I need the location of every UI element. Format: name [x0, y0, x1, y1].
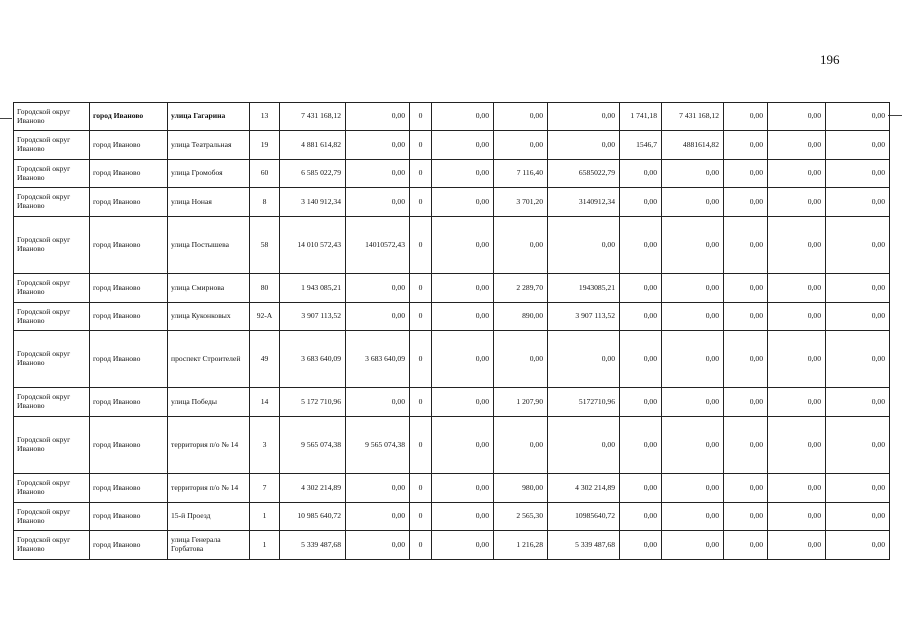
cell-amount-4: 0,00: [494, 417, 548, 474]
cell-amount-10: 0,00: [826, 474, 890, 503]
cell-total-cost: 5 339 487,68: [280, 531, 346, 560]
cell-amount-8: 0,00: [724, 331, 768, 388]
cell-amount-2: 0: [410, 160, 432, 188]
cell-amount-3: 0,00: [432, 103, 494, 131]
cell-amount-6: 0,00: [620, 303, 662, 331]
table-row: [14, 531, 890, 560]
table-row: [14, 217, 890, 274]
cell-municipality: Городской округ Иваново: [14, 188, 90, 217]
cell-amount-7: 0,00: [662, 188, 724, 217]
scan-mark-right: [888, 115, 902, 116]
cell-amount-10: 0,00: [826, 274, 890, 303]
cell-city: город Иваново: [90, 503, 168, 531]
cell-amount-8: 0,00: [724, 388, 768, 417]
cell-amount-3: 0,00: [432, 474, 494, 503]
cell-amount-1: 0,00: [346, 160, 410, 188]
cell-amount-2: 0: [410, 474, 432, 503]
table-row: [14, 274, 890, 303]
cell-street: улица Громобоя: [168, 160, 250, 188]
cell-municipality: Городской округ Иваново: [14, 388, 90, 417]
cell-amount-2: 0: [410, 531, 432, 560]
cell-street: территория п/о № 14: [168, 417, 250, 474]
cell-house-number: 1: [250, 503, 280, 531]
table-row: [14, 331, 890, 388]
cell-amount-2: 0: [410, 417, 432, 474]
cell-amount-1: 0,00: [346, 188, 410, 217]
cell-city: город Иваново: [90, 531, 168, 560]
cell-total-cost: 6 585 022,79: [280, 160, 346, 188]
cell-amount-6: 0,00: [620, 474, 662, 503]
cell-amount-6: 0,00: [620, 274, 662, 303]
cell-city: город Иваново: [90, 131, 168, 160]
cell-amount-8: 0,00: [724, 303, 768, 331]
cell-amount-10: 0,00: [826, 131, 890, 160]
cell-amount-3: 0,00: [432, 188, 494, 217]
cell-amount-2: 0: [410, 188, 432, 217]
cell-amount-9: 0,00: [768, 131, 826, 160]
cell-house-number: 3: [250, 417, 280, 474]
cell-amount-5: 5172710,96: [548, 388, 620, 417]
cell-house-number: 60: [250, 160, 280, 188]
cell-amount-7: 0,00: [662, 160, 724, 188]
cell-house-number: 19: [250, 131, 280, 160]
table-row: [14, 131, 890, 160]
cell-amount-1: 0,00: [346, 274, 410, 303]
cell-amount-5: 0,00: [548, 217, 620, 274]
cell-street: территория п/о № 14: [168, 474, 250, 503]
cell-street: улица Ноная: [168, 188, 250, 217]
cell-amount-10: 0,00: [826, 417, 890, 474]
cell-amount-5: 0,00: [548, 103, 620, 131]
cell-amount-4: 7 116,40: [494, 160, 548, 188]
cell-municipality: Городской округ Иваново: [14, 503, 90, 531]
cell-amount-6: 0,00: [620, 531, 662, 560]
cell-amount-3: 0,00: [432, 274, 494, 303]
cell-amount-5: 6585022,79: [548, 160, 620, 188]
table-row: [14, 388, 890, 417]
table-row: [14, 303, 890, 331]
cell-amount-9: 0,00: [768, 188, 826, 217]
cell-amount-8: 0,00: [724, 417, 768, 474]
cell-amount-4: 0,00: [494, 331, 548, 388]
cell-amount-9: 0,00: [768, 160, 826, 188]
cell-amount-7: 0,00: [662, 503, 724, 531]
cell-amount-1: 0,00: [346, 303, 410, 331]
cell-city: город Иваново: [90, 274, 168, 303]
cell-amount-2: 0: [410, 103, 432, 131]
cell-house-number: 58: [250, 217, 280, 274]
cell-amount-1: 0,00: [346, 103, 410, 131]
cell-city: город Иваново: [90, 217, 168, 274]
cell-total-cost: 9 565 074,38: [280, 417, 346, 474]
cell-house-number: 92-А: [250, 303, 280, 331]
cell-house-number: 13: [250, 103, 280, 131]
cell-total-cost: 3 683 640,09: [280, 331, 346, 388]
cell-street: улица Гагарина: [168, 103, 250, 131]
cell-amount-8: 0,00: [724, 188, 768, 217]
cell-total-cost: 5 172 710,96: [280, 388, 346, 417]
cell-amount-3: 0,00: [432, 503, 494, 531]
cell-amount-3: 0,00: [432, 388, 494, 417]
cell-amount-7: 0,00: [662, 331, 724, 388]
cell-amount-2: 0: [410, 388, 432, 417]
cell-amount-2: 0: [410, 131, 432, 160]
cell-amount-10: 0,00: [826, 188, 890, 217]
cell-amount-3: 0,00: [432, 417, 494, 474]
cell-municipality: Городской округ Иваново: [14, 474, 90, 503]
cell-amount-7: 7 431 168,12: [662, 103, 724, 131]
cell-amount-8: 0,00: [724, 160, 768, 188]
cell-amount-9: 0,00: [768, 303, 826, 331]
cell-amount-5: 5 339 487,68: [548, 531, 620, 560]
cell-amount-5: 0,00: [548, 131, 620, 160]
cell-amount-4: 980,00: [494, 474, 548, 503]
cell-amount-3: 0,00: [432, 331, 494, 388]
cell-municipality: Городской округ Иваново: [14, 217, 90, 274]
cell-amount-3: 0,00: [432, 303, 494, 331]
cell-municipality: Городской округ Иваново: [14, 131, 90, 160]
cell-amount-4: 890,00: [494, 303, 548, 331]
cell-amount-10: 0,00: [826, 531, 890, 560]
cell-amount-6: 1546,7: [620, 131, 662, 160]
cell-amount-6: 0,00: [620, 217, 662, 274]
cell-amount-9: 0,00: [768, 103, 826, 131]
cell-amount-4: 0,00: [494, 103, 548, 131]
cell-total-cost: 4 881 614,82: [280, 131, 346, 160]
cell-amount-6: 0,00: [620, 417, 662, 474]
cell-amount-3: 0,00: [432, 160, 494, 188]
cell-amount-7: 0,00: [662, 303, 724, 331]
cell-street: улица Генерала Горбатова: [168, 531, 250, 560]
cell-amount-8: 0,00: [724, 531, 768, 560]
register-table: [13, 102, 890, 560]
cell-city: город Иваново: [90, 417, 168, 474]
cell-amount-7: 0,00: [662, 274, 724, 303]
cell-amount-1: 3 683 640,09: [346, 331, 410, 388]
cell-amount-4: 1 207,90: [494, 388, 548, 417]
cell-house-number: 49: [250, 331, 280, 388]
cell-amount-3: 0,00: [432, 531, 494, 560]
cell-amount-6: 1 741,18: [620, 103, 662, 131]
cell-amount-10: 0,00: [826, 217, 890, 274]
cell-total-cost: 4 302 214,89: [280, 474, 346, 503]
cell-amount-3: 0,00: [432, 217, 494, 274]
cell-amount-2: 0: [410, 274, 432, 303]
cell-street: проспект Строителей: [168, 331, 250, 388]
cell-amount-5: 10985640,72: [548, 503, 620, 531]
cell-amount-2: 0: [410, 331, 432, 388]
cell-amount-8: 0,00: [724, 217, 768, 274]
cell-amount-4: 0,00: [494, 217, 548, 274]
cell-amount-8: 0,00: [724, 274, 768, 303]
cell-street: улица Постышева: [168, 217, 250, 274]
scan-mark-left: [0, 118, 12, 119]
cell-amount-7: 4881614,82: [662, 131, 724, 160]
cell-amount-9: 0,00: [768, 474, 826, 503]
cell-amount-1: 0,00: [346, 531, 410, 560]
cell-amount-8: 0,00: [724, 503, 768, 531]
cell-total-cost: 10 985 640,72: [280, 503, 346, 531]
cell-municipality: Городской округ Иваново: [14, 274, 90, 303]
cell-amount-7: 0,00: [662, 388, 724, 417]
cell-amount-9: 0,00: [768, 388, 826, 417]
table-row: [14, 417, 890, 474]
cell-total-cost: 1 943 085,21: [280, 274, 346, 303]
cell-city: город Иваново: [90, 188, 168, 217]
cell-amount-5: 3 907 113,52: [548, 303, 620, 331]
cell-municipality: Городской округ Иваново: [14, 103, 90, 131]
cell-amount-5: 1943085,21: [548, 274, 620, 303]
cell-amount-1: 0,00: [346, 388, 410, 417]
cell-total-cost: 14 010 572,43: [280, 217, 346, 274]
cell-amount-5: 3140912,34: [548, 188, 620, 217]
cell-amount-9: 0,00: [768, 503, 826, 531]
cell-amount-9: 0,00: [768, 274, 826, 303]
cell-amount-5: 0,00: [548, 417, 620, 474]
cell-amount-10: 0,00: [826, 388, 890, 417]
cell-city: город Иваново: [90, 388, 168, 417]
cell-amount-1: 0,00: [346, 131, 410, 160]
cell-amount-2: 0: [410, 303, 432, 331]
cell-amount-1: 14010572,43: [346, 217, 410, 274]
cell-amount-8: 0,00: [724, 103, 768, 131]
table-row: [14, 188, 890, 217]
cell-city: город Иваново: [90, 303, 168, 331]
cell-amount-9: 0,00: [768, 217, 826, 274]
cell-city: город Иваново: [90, 331, 168, 388]
cell-amount-10: 0,00: [826, 160, 890, 188]
register-body: [14, 103, 890, 560]
cell-city: город Иваново: [90, 474, 168, 503]
table-row: [14, 103, 890, 131]
cell-amount-5: 4 302 214,89: [548, 474, 620, 503]
page-number: 196: [820, 52, 840, 67]
cell-amount-6: 0,00: [620, 188, 662, 217]
cell-municipality: Городской округ Иваново: [14, 160, 90, 188]
table-row: [14, 160, 890, 188]
cell-amount-7: 0,00: [662, 217, 724, 274]
cell-municipality: Городской округ Иваново: [14, 303, 90, 331]
table-row: [14, 474, 890, 503]
cell-amount-9: 0,00: [768, 417, 826, 474]
cell-amount-2: 0: [410, 503, 432, 531]
cell-city: город Иваново: [90, 103, 168, 131]
cell-amount-6: 0,00: [620, 331, 662, 388]
cell-house-number: 7: [250, 474, 280, 503]
cell-amount-10: 0,00: [826, 503, 890, 531]
cell-amount-6: 0,00: [620, 160, 662, 188]
cell-total-cost: 3 907 113,52: [280, 303, 346, 331]
cell-amount-4: 0,00: [494, 131, 548, 160]
cell-street: улица Победы: [168, 388, 250, 417]
cell-house-number: 80: [250, 274, 280, 303]
cell-amount-10: 0,00: [826, 103, 890, 131]
cell-amount-9: 0,00: [768, 331, 826, 388]
cell-amount-3: 0,00: [432, 131, 494, 160]
cell-street: улица Куконковых: [168, 303, 250, 331]
cell-amount-8: 0,00: [724, 131, 768, 160]
cell-house-number: 1: [250, 531, 280, 560]
cell-amount-1: 0,00: [346, 503, 410, 531]
cell-amount-6: 0,00: [620, 503, 662, 531]
cell-total-cost: 7 431 168,12: [280, 103, 346, 131]
cell-amount-10: 0,00: [826, 331, 890, 388]
cell-amount-7: 0,00: [662, 417, 724, 474]
table-row: [14, 503, 890, 531]
cell-city: город Иваново: [90, 160, 168, 188]
cell-street: 15-й Проезд: [168, 503, 250, 531]
cell-street: улица Смирнова: [168, 274, 250, 303]
cell-amount-4: 1 216,28: [494, 531, 548, 560]
cell-amount-8: 0,00: [724, 474, 768, 503]
cell-amount-4: 2 565,30: [494, 503, 548, 531]
cell-amount-10: 0,00: [826, 303, 890, 331]
cell-municipality: Городской округ Иваново: [14, 417, 90, 474]
cell-amount-9: 0,00: [768, 531, 826, 560]
cell-amount-5: 0,00: [548, 331, 620, 388]
cell-amount-7: 0,00: [662, 531, 724, 560]
cell-amount-4: 3 701,20: [494, 188, 548, 217]
cell-house-number: 8: [250, 188, 280, 217]
cell-amount-1: 0,00: [346, 474, 410, 503]
cell-amount-7: 0,00: [662, 474, 724, 503]
cell-amount-2: 0: [410, 217, 432, 274]
cell-municipality: Городской округ Иваново: [14, 531, 90, 560]
cell-municipality: Городской округ Иваново: [14, 331, 90, 388]
cell-amount-1: 9 565 074,38: [346, 417, 410, 474]
cell-amount-6: 0,00: [620, 388, 662, 417]
cell-amount-4: 2 289,70: [494, 274, 548, 303]
cell-total-cost: 3 140 912,34: [280, 188, 346, 217]
cell-street: улица Театральная: [168, 131, 250, 160]
cell-house-number: 14: [250, 388, 280, 417]
